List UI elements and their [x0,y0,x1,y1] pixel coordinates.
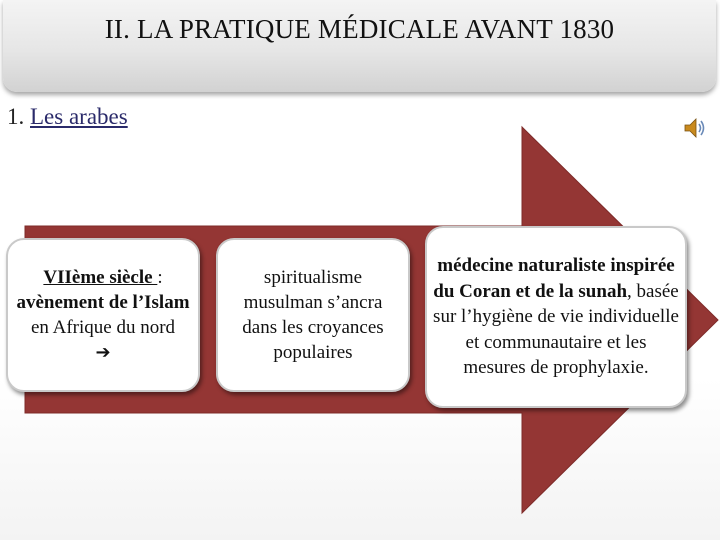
step1-place: en Afrique du nord [30,317,176,338]
slide-title: II. LA PRATIQUE MÉDICALE AVANT 1830 [104,14,615,44]
step1-event: avènement de l’Islam [16,292,190,313]
title-bar [3,0,716,92]
step1-century: VIIème siècle [43,267,158,288]
step2-text: spiritualisme musulman s’ancra dans les croyances populaires [242,267,384,363]
right-arrow-icon: ➔ [95,342,111,363]
step3-heading: médecine naturaliste inspirée du Coran et de la sunah [433,255,675,302]
speaker-icon[interactable] [682,116,706,140]
step-box-3 [425,226,687,408]
step-box-1 [6,238,200,392]
step3-text: , basée sur l’hygiène de vie individuelle et communautaire et les mesures de prophylaxie. [433,280,679,379]
step-box-2 [216,238,410,392]
section-heading [7,104,128,130]
section-number: 1. [7,104,25,129]
section-title-link[interactable]: Les arabes [30,104,128,129]
step1-colon: : [157,267,163,288]
